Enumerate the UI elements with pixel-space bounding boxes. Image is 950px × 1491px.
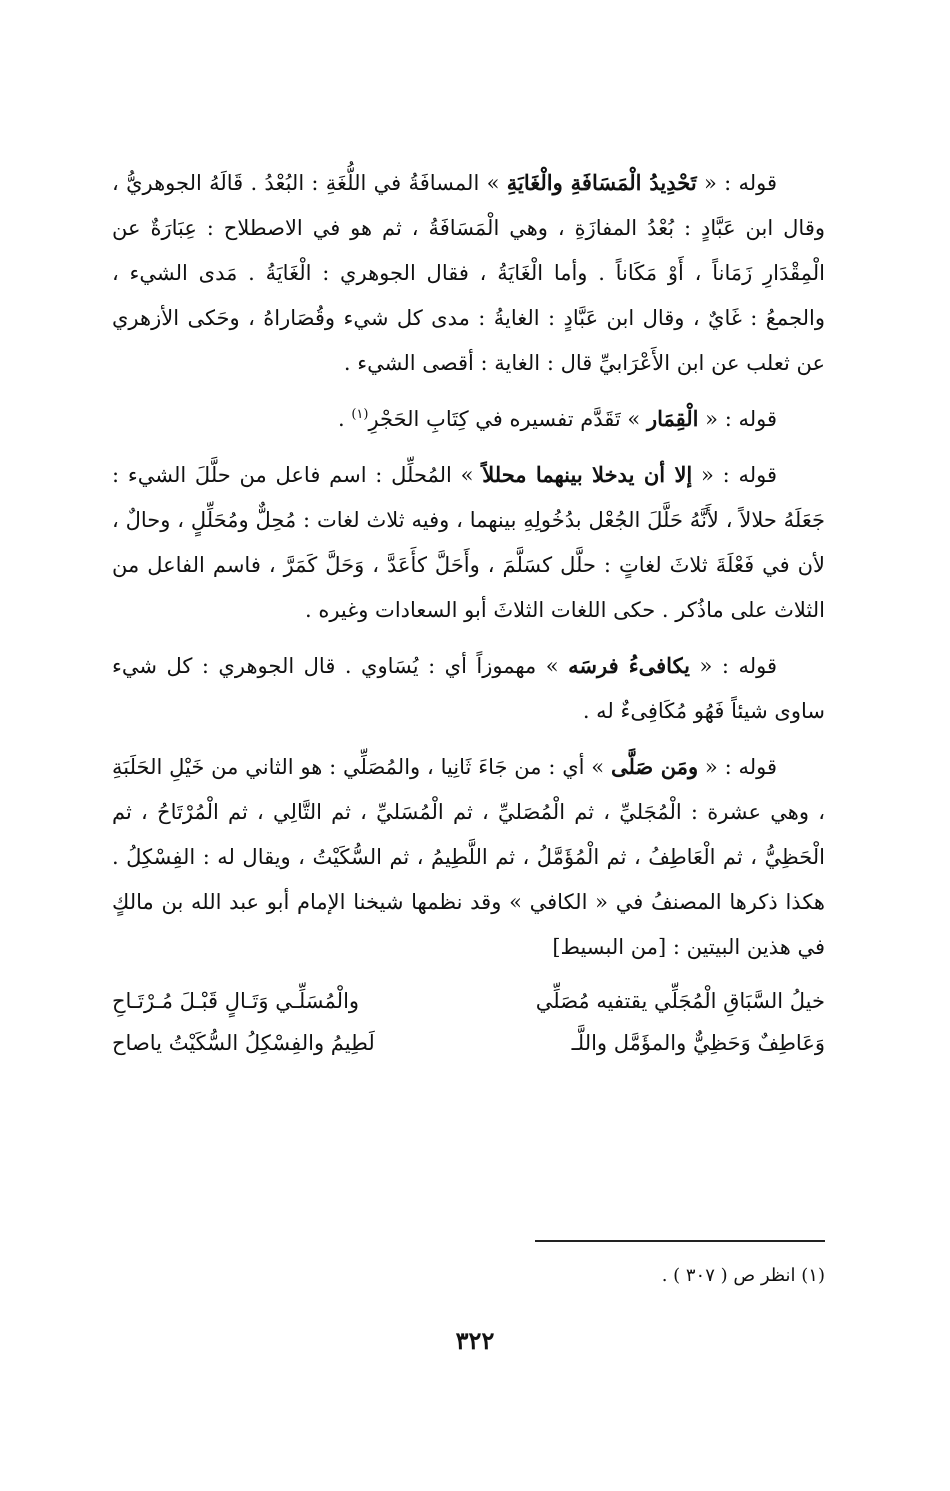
poem: [112, 980, 825, 1064]
paragraph: [112, 452, 825, 633]
paragraph-tail: .: [337, 407, 352, 431]
poem-verse: [112, 980, 825, 1022]
paragraph: [112, 744, 825, 970]
lemma: إلا أن يدخلا بينهما محللاً: [482, 462, 693, 487]
paragraph-text: » المُحلِّل : اسم فاعل من حلَّلَ الشيء : جَعَلَهُ حلالاً ، لأَنَّهُ حَلَّلَ الجُعْل بدُخُولِهِ بينهما ، وفيه ثلاث لغات : مُحِلٌّ ومُحَلِّلٍ ، وحالٌ ، لأن في فَعْلَةَ ثلاثَ لغاتٍ : حلَّل كسَلَّمَ ، وأَحَلَّ كأَعَدَّ ، وَحَلَّ كَمَرَّ ، فاسم الفاعل من الثلاث على ماذُكر . حكى اللغات الثلاثَ أبو السعادات وغيره .: [112, 463, 825, 622]
footnote-ref[interactable]: (١): [351, 407, 369, 422]
main-text: [112, 160, 825, 1064]
lemma: يكافىءُ فرسَه: [568, 653, 691, 678]
paragraph-text: » المسافَةُ في اللُّغَةِ : البُعْدُ . قَالَهُ الجوهريُّ ، وقال ابن عَبَّادٍ : بُعْدُ المفازَةِ ، وهي الْمَسَافَةُ ، ثم هو في الاصطلاح : عِبَارَةٌ عن الْمِقْدَارِ زَمَاناً ، أَوْ مَكَاناً . وأما الْغَايَةُ ، فقال الجوهري : الْغَايَةُ . مَدى الشيء ، والجمعُ : غَايٌ ، وقال ابن عَبَّادٍ : الغايةُ : مدى كل شيء وقُصَاراهُ ، وحَكى الأزهري عن ثعلب عن ابن الأَعْرَابيِّ قال : الغاية : أقصى الشيء .: [112, 171, 825, 375]
lemma: ومَن صَلَّى: [610, 754, 699, 779]
paragraph-prefix: قوله : «: [698, 407, 777, 431]
hemistich-first: وَعَاطِفٌ وَحَظِيٌّ والمؤَمَّل واللَّـ: [571, 1031, 825, 1055]
footnote: (١) انظر ص ( ٣٠٧ ) .: [661, 1265, 825, 1286]
footnote-divider: [535, 1240, 825, 1242]
hemistich-first: خيلُ السَّبَاقِ الْمُجَلِّي يقتفيه مُصَلِّي: [535, 989, 825, 1013]
paragraph-text: » مهموزاً أي : يُسَاوي . قال الجوهري : كل شيء ساوى شيئاً فَهُو مُكَافِىءٌ له .: [112, 654, 825, 723]
paragraph-text: » أي : من جَاءَ ثَانِيا ، والمُصَلِّي : هو الثاني من خَيْلِ الحَلَبَةِ ، وهي عشرة : الْمُجَليِّ ، ثم الْمُصَليِّ ، ثم الْمُسَليِّ ، ثم التَّالِي ، ثم الْمُرْتَاحُ ، ثم الْحَظِيُّ ، ثم الْعَاطِفُ ، ثم الْمُؤَمَّلُ ، ثم اللَّطِيمُ ، ثم السُّكَيْتُ ، ويقال له : الفِسْكِلُ . هكذا ذكرها المصنفُ في « الكافي » وقد نظمها شيخنا الإمام أبو عبد الله بن مالكٍ في هذين البيتين : [من البسيط]: [112, 755, 825, 959]
paragraph-prefix: قوله : «: [698, 755, 778, 779]
paragraph: [112, 160, 825, 386]
lemma: تَحْدِيدُ الْمَسَافَةِ والْغَايَةِ: [506, 170, 697, 195]
paragraph: [112, 643, 825, 734]
paragraph-prefix: قوله : «: [690, 654, 777, 678]
paragraph-prefix: قوله : «: [692, 463, 778, 487]
hemistich-second: لَطِيمُ والفِسْكِلُ السُّكَيْتُ ياصاح: [112, 1031, 375, 1055]
hemistich-second: والْمُسَلِّـي وَتَـالٍ قَبْـلَ مُـرْتَـاحِ: [112, 989, 360, 1013]
paragraph-text: » تَقَدَّم تفسيره في كِتَابِ الحَجْرِ: [368, 407, 647, 431]
poem-verse: [112, 1022, 825, 1064]
lemma: الْقِمَار: [646, 406, 699, 431]
paragraph-prefix: قوله : «: [696, 171, 777, 195]
page-number: ٣٢٢: [455, 1326, 495, 1355]
paragraph: [112, 396, 825, 442]
